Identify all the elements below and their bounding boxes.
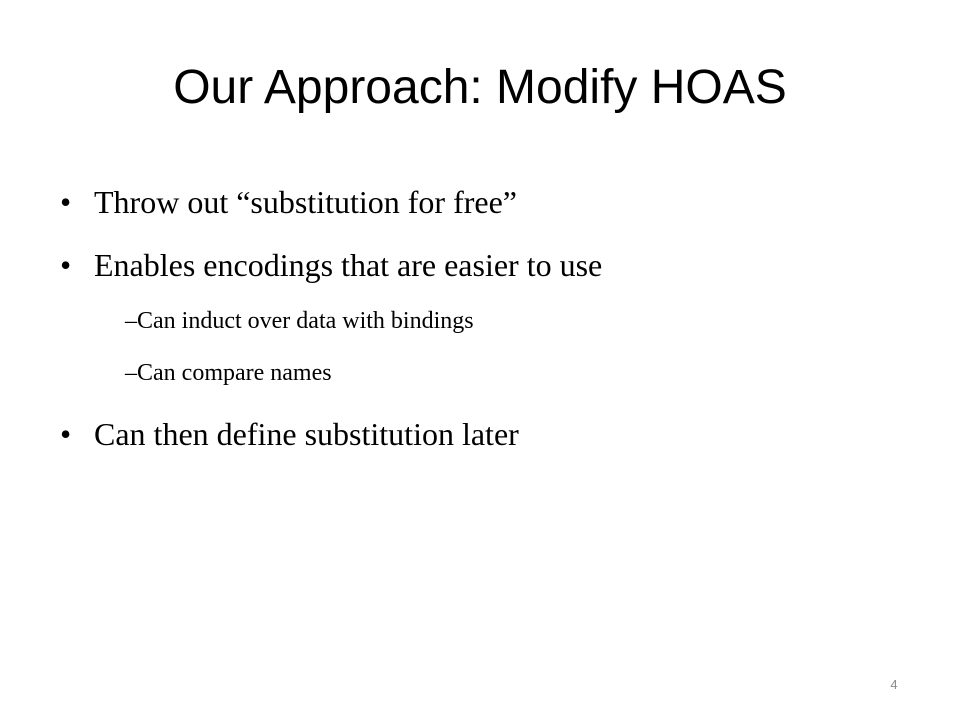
sub-bullet-text: Can induct over data with bindings xyxy=(137,308,474,334)
bullet-text: Throw out “substitution for free” xyxy=(94,184,517,220)
sub-bullet-marker: – xyxy=(125,308,137,334)
sub-bullet-marker: – xyxy=(125,360,137,386)
slide-content xyxy=(60,0,920,720)
bullet-marker: • xyxy=(60,184,72,220)
sub-bullet-text: Can compare names xyxy=(137,360,332,386)
bullet-text: Can then define substitution later xyxy=(94,416,519,452)
bullet-marker: • xyxy=(60,247,72,283)
bullet-text: Enables encodings that are easier to use xyxy=(94,247,603,283)
bullet-marker: • xyxy=(60,416,72,452)
slide-title: Our Approach: Modify HOAS xyxy=(173,61,787,114)
page-number: 4 xyxy=(890,677,898,692)
